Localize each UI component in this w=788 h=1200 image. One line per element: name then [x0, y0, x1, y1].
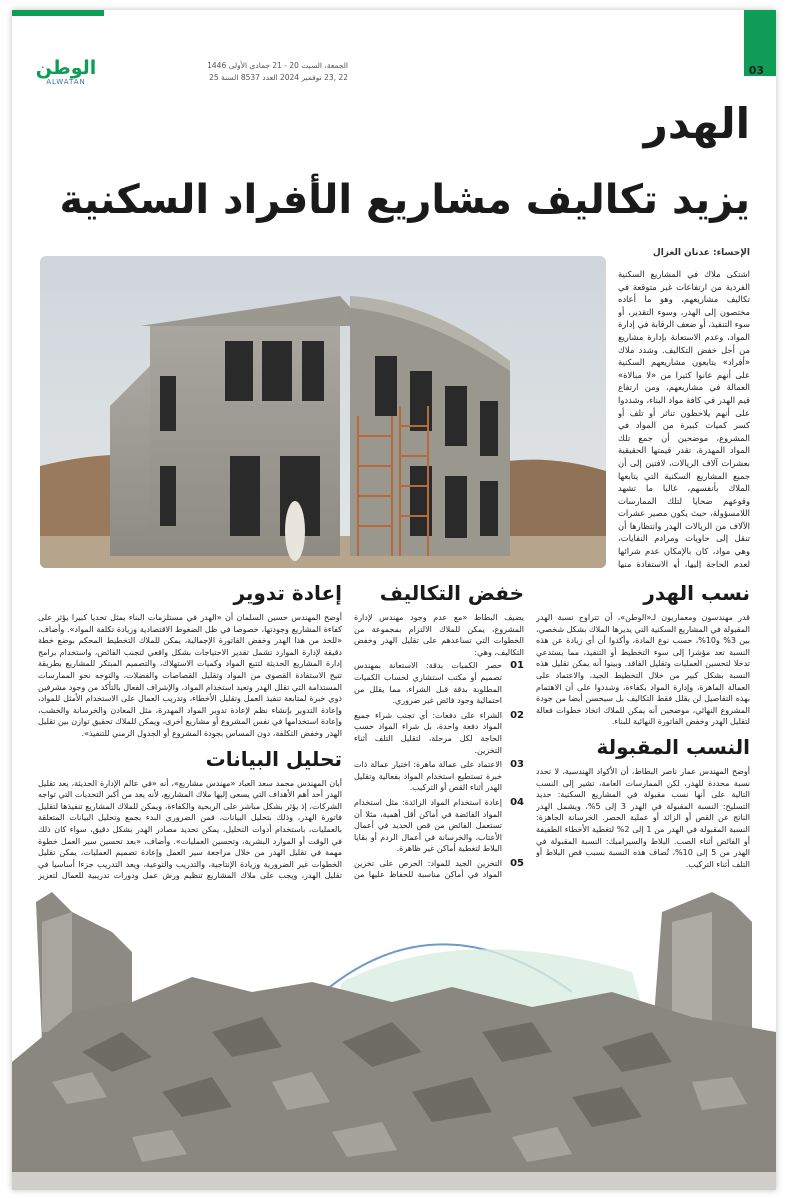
cost-reduction-title-text: خفض التكاليف — [379, 581, 524, 605]
recycling-title-text: إعادة تدوير — [233, 581, 342, 605]
top-accent-bar — [12, 10, 104, 16]
column-middle — [354, 580, 524, 880]
headline-main: الهدر — [643, 99, 750, 148]
section-title-recycling — [38, 580, 342, 606]
cost-reduction-intro: يضيف البطاط «مع عدم وجود مهندس لإدارة المشروع، يمكن للملاك الالتزام بمجموعة من الخطوات التي تساعدهم على تقليل الهدر وخفض التكاليف، وهي: — [354, 613, 524, 657]
list-item — [354, 660, 524, 706]
page-number: 03 — [748, 64, 764, 77]
column-right — [536, 580, 750, 878]
rubble-illustration — [12, 882, 776, 1190]
data-analysis-body: أبان المهندس محمد سعد العباد «مهندس مشاريع»، أنه «في عالم الإدارة الحديثة، يعد تقليل الهدر أحد أهم الأهداف التي يسعى إليها ملاك المشاريع، لأنه يعد من أكبر التحديات التي تواجه الشركات، إذ يؤثر بشكل مباشر على الربحية والكفاءة، ويمكن للملاك المشاريع تنفيذها لتقليل فاتورة الهدر، وذلك بتحليل البيانات، فمن الضروري البدء بجمع وتحليل البيانات المتعلقة بالعمليات، باستخدام أدوات التحليل، يمكن تحديد مصادر الهدر بشكل دقيق، سواء كان ذلك في الوقت أو الموارد البشرية، وتحسين العمليات». وأضاف، «بعد تحسين سير العمل خطوة مهمة في تقليل الهدر من خلال مراجعة سير العمل وإعادة تصميم العمليات، يمكن تقليل الخطوات غير الضرورية وزيادة الإنتاجية، والتدريب والتوعية، ويعد التدريب جزءا أساسيا في تقليل الهدر، ويجب على ملاك المشاريع تنظيم ورش عمل ودورات تدريبية للعمال لتعزيز — [38, 778, 342, 880]
list-item — [354, 858, 524, 880]
section-title-acceptable-ratios — [536, 734, 750, 760]
waste-ratios-body: قدر مهندسون ومعماريون لـ«الوطن»، أن تتراوح نسبة الهدر المقبولة في المشاريع السكنية التي يديرها الملاك بشكل شخصي، بين 3% و10%، حسب نوع المادة، وأكدوا أن أي زيادة عن هذه النسبة تعد مؤشرا إلى سوء التخطيط أو التنفيذ، مما يستدعي تدخلا لتحسين العمليات وتقليل الفاقد. وبينوا أنه يمكن تقليل هذه النسبة بشكل كبير من خلال التخطيط الجيد، والاعتماد على العمالة الماهرة، وإدارة المواد بكفاءة، وشددوا على أن الاهتمام بهذه التفاصيل لن يقلل فقط التكاليف بل سيحسن أيضا من جودة المشروع النهائي، موضحين أنه يمكن للملاك اتخاذ خطوات فعالة لتقليل الهدر وخفض الفاتورة النهائية للبناء. — [536, 613, 750, 727]
dateline-gregorian: 22 ,23 نوفمبر 2024 العدد 8537 السنة 25 — [209, 73, 348, 82]
list-item-text: الاعتماد على عمالة ماهرة: اختيار عمالة ذات خبرة تستطيع استخدام المواد بفعالية وتقليل الهدر أثناء القص أو التركيب. — [354, 760, 502, 793]
list-item — [354, 710, 524, 756]
list-item-text: الشراء على دفعات: أي تجنب شراء جميع المواد دفعة واحدة، بل شراء المواد حسب الحاجة لكل مرحلة، لتقليل التلف أثناء التخزين. — [354, 710, 502, 755]
list-item-text: حصر الكميات بدقة: الاستعانة بمهندس تصميم أو مكتب استشاري لحساب الكميات المطلوبة بدقة قبل الشراء، مما يقلل من احتمالية وجود فائض غير ضروري. — [354, 661, 502, 706]
section-title-data-analysis — [38, 746, 342, 772]
recycling-body: أوضح المهندس حسين السلمان أن «الهدر في مستلزمات البناء يمثل تحديا كبيرا يؤثر على كفاءة المشاريع وجودتها، خصوصا في ظل الضغوط الاقتصادية وزيادة تكلفة المواد». وأضاف، «للحد من هذا الهدر وخفض الفاتورة الإجمالية، يمكن للملاك التخطيط المحكم بوضع خطة دقيقة لإدارة الموارد تشمل تقدير الاحتياجات بشكل واقعي لتجنب الفائض، واستخدام برامج إدارة المشاريع الحديثة لتتبع المواد وكميات الاستهلاك، والتصميم المبتكر للمشاريع بطريقة تتيح الاستفادة القصوى من المواد وتقليل القصاصات والفضلات، والتوجه نحو الممارسات المستدامة التي تقلل الهدر وتعيد استخدام المواد، والإشراف الفعال بالتأكد من وجود مشرفين ذوي خبرة لمتابعة تنفيذ العمل وتقليل الأخطاء، وتدريب العمال على الاستخدام الأمثل للمواد، وإعادة التدوير بإنشاء نظم لإعادة تدوير المواد المهدرة، مثل المعادن والخرسانة والخشب، وإعادة استخدامها في نفس المشروع أو مشاريع أخرى، ويمكن للملاك تحقيق توازن بين تقليل الهدر وخفض التكلفة، دون المساس بجودة المشروع أو الجدول الزمني للتنفيذ». — [38, 613, 342, 738]
list-item-number: 02 — [510, 709, 524, 721]
building-photo — [40, 256, 606, 568]
acceptable-ratios-title-text: النسب المقبولة — [596, 734, 750, 759]
dateline-hijri: الجمعة، السبت 20 - 21 جمادى الأولى 1446 — [207, 61, 348, 70]
list-item-number: 05 — [510, 857, 524, 869]
section-title-waste-ratios — [536, 580, 750, 606]
list-item — [354, 759, 524, 794]
newspaper-page — [12, 10, 776, 1190]
acceptable-ratios-body: أوضح المهندس عمار ناصر البطاط، أن الأكواد الهندسية، لا تحدد نسبة محددة للهدر، لكن الممارسات العامة، تشير إلى النسب التالية على أنها نسب مقبولة في المشاريع السكنية: حديد التسليح: النسبة المقبولة في الهدر 3 إلى 5%، ويشمل الهدر الناتج عن القص أو الزائد أو عملية الحصر. الخرسانة الجاهزة: النسبة المقبولة في الهدر من 1 إلى 2% لتغطية الأخطاء الطفيفة أو الفائض أثناء الصب. البلاط والسيراميك: النسبة المقبولة في الهدر من 5 إلى 10%، تُضاف هذه النسبة بسبب قص البلاط أو التلف أثناء التركيب. — [536, 766, 750, 869]
byline: الإحساء: عدنان الغزال — [652, 248, 750, 258]
newspaper-logo — [34, 58, 98, 92]
list-item-text: إعادة استخدام المواد الزائدة: مثل استخدام المواد الفائضة في أماكن أقل أهمية، مثلا أن تستعمل الفائض من قص الحديد في أعمال الأعتاب، والخرسانة في أعمال الردم أو بقايا البلاط لتغطية أماكن غير ظاهرة. — [354, 797, 502, 854]
column-left — [38, 580, 342, 880]
logo-latin: ALWATAN — [46, 78, 86, 86]
list-item-number: 03 — [510, 759, 524, 771]
list-item-text: التخزين الجيد للمواد: الحرص على تخزين المواد في أماكن مناسبة للحفاظ عليها من — [354, 858, 502, 880]
intro-column: اشتكى ملاك في المشاريع السكنية الفردية من ارتفاعات غير متوقعة في تكاليف مشاريعهم، وهو ما أعاده مختصون إلى الهدر، وسوء التقدير، أو سوء التنفيذ، أو ضعف الرقابة في إدارة المواد، وعدم الاستعانة بإدارة مشاريع من أجل خفض التكاليف. وشدد ملاك «أفراد» يتابعون مشاريعهم السكنية على أنهم عانوا كثيرا من «لا مبالاة» العمالة في مشاريعهم، ومن ارتفاع قيم الهدر في كافة مواد البناء، وشددوا على أنهم يلاحظون تناثر أو تلف أو كسر كميات كبيرة من المواد في المشروع، موضحين أن جمع تلك المواد المهدرة، تقدر قيمتها الحقيقية بعشرات آلاف الريالات، لافتين إلى أن جميع المشاريع السكنية التي يتابعها الملاك بأنفسهم، غالبا ما تشهد وقوعهم ضحايا لتلك الممارسات اللامسؤولة، حيث يكون مصير عشرات الآلاف من الريالات الهدر وانتظارها أن تنقل إلى حاويات ومرادم النفايات، وهي مواد، كان بالإمكان عدم شرائها لعدم الحاجة إليها، أو الاستفادة منها — [618, 269, 750, 568]
list-item-number: 01 — [510, 660, 524, 672]
list-item — [354, 797, 524, 855]
waste-ratios-title-text: نسب الهدر — [643, 581, 750, 605]
headline-sub: يزيد تكاليف مشاريع الأفراد السكنية — [59, 177, 750, 223]
list-item-number: 04 — [510, 796, 524, 808]
data-analysis-title-text: تحليل البيانات — [205, 746, 342, 771]
logo-arabic: الوطن — [35, 57, 97, 79]
masthead — [12, 50, 776, 96]
section-title-cost-reduction — [354, 580, 524, 606]
dateline — [108, 60, 348, 84]
